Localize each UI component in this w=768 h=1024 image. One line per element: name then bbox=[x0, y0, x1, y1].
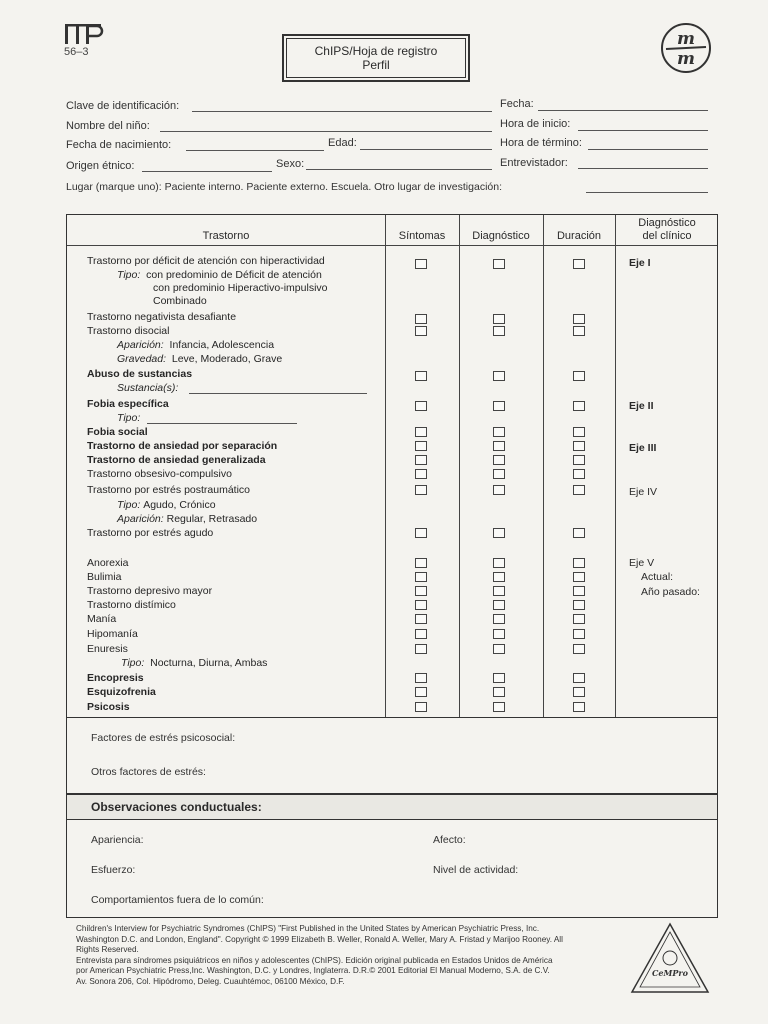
checkbox-duracion[interactable] bbox=[573, 371, 585, 381]
checkbox-diagnostico[interactable] bbox=[493, 469, 505, 479]
checkbox-duracion[interactable] bbox=[573, 259, 585, 269]
eje-2: Eje II bbox=[629, 400, 654, 412]
entrevistador-field[interactable] bbox=[578, 168, 708, 169]
checkbox-duracion[interactable] bbox=[573, 314, 585, 324]
th-clinico: Diagnóstico del clínico bbox=[638, 217, 696, 242]
row-disocial-gravedad: Gravedad: Leve, Moderado, Grave bbox=[117, 353, 283, 365]
row-bulimia: Bulimia bbox=[87, 571, 122, 583]
checkbox-diagnostico[interactable] bbox=[493, 485, 505, 495]
row-tdah-tipo: Tipo: con predominio de Déficit de atención bbox=[117, 269, 322, 281]
th-diagnostico: Diagnóstico bbox=[472, 230, 530, 242]
checkbox-duracion[interactable] bbox=[573, 629, 585, 639]
cempro-seal bbox=[628, 920, 712, 996]
checkbox-diagnostico[interactable] bbox=[493, 600, 505, 610]
eje-5-actual: Actual: bbox=[641, 571, 674, 583]
sustancia-field[interactable] bbox=[189, 393, 367, 394]
row-estres-agudo: Trastorno por estrés agudo bbox=[87, 527, 214, 539]
th-sintomas: Síntomas bbox=[398, 230, 446, 242]
th-trastorno: Trastorno bbox=[202, 230, 250, 242]
svg-text:m: m bbox=[677, 29, 695, 49]
checkbox-sintomas[interactable] bbox=[415, 572, 427, 582]
row-tdah-tipo3: Combinado bbox=[153, 295, 207, 307]
eje-4: Eje IV bbox=[629, 486, 658, 498]
checkbox-diagnostico[interactable] bbox=[493, 427, 505, 437]
row-tept-tipo: Tipo: Agudo, Crónico bbox=[117, 499, 216, 511]
nombre-field[interactable] bbox=[160, 131, 492, 132]
checkbox-sintomas[interactable] bbox=[415, 687, 427, 697]
checkbox-diagnostico[interactable] bbox=[493, 702, 505, 712]
checkbox-diagnostico[interactable] bbox=[493, 687, 505, 697]
apariencia-label: Apariencia: bbox=[91, 834, 144, 846]
checkbox-duracion[interactable] bbox=[573, 455, 585, 465]
copyright-footer: Children's Interview for Psychiatric Syndromes (ChIPS) "First Published in the United States by American Psychiatric Press, Inc. Washington D.C. and London, England". Copyright © 1999 Elizabeth B. Weller, Ronald A. Weller, Mary A. Fristad y Marijoo Rooney. All Rights Reserved. Entrevista para síndromes psiquiátricos en niños y adolescentes (ChIPS). Edición original publicada en Estados Unidos de América por American Psychiatric Press,Inc. Washington, D.C. y Londres, Inglaterra. D.R.© 2001 Editorial El Manual Moderno, S.A. de C.V. Av. Sonora 206, Col. Hipódromo, Deleg. Cuauhtémoc, 06100 México, D.F. bbox=[76, 924, 563, 986]
eje-5: Eje V bbox=[629, 557, 655, 569]
observaciones-section bbox=[66, 820, 718, 918]
checkbox-diagnostico[interactable] bbox=[493, 326, 505, 336]
checkbox-diagnostico[interactable] bbox=[493, 441, 505, 451]
checkbox-duracion[interactable] bbox=[573, 427, 585, 437]
checkbox-diagnostico[interactable] bbox=[493, 259, 505, 269]
row-disocial-aparicion: Aparición: Infancia, Adolescencia bbox=[117, 339, 275, 351]
checkbox-sintomas[interactable] bbox=[415, 401, 427, 411]
checkbox-diagnostico[interactable] bbox=[493, 629, 505, 639]
checkbox-diagnostico[interactable] bbox=[493, 528, 505, 538]
otros-estres-label: Otros factores de estrés: bbox=[91, 766, 206, 778]
lugar-field[interactable] bbox=[586, 192, 708, 193]
checkbox-sintomas[interactable] bbox=[415, 702, 427, 712]
checkbox-sintomas[interactable] bbox=[415, 614, 427, 624]
esfuerzo-label: Esfuerzo: bbox=[91, 864, 136, 876]
nombre-label: Nombre del niño: bbox=[66, 120, 150, 132]
estres-psicosocial-label: Factores de estrés psicosocial: bbox=[91, 732, 236, 744]
row-ansiedad-separacion: Trastorno de ansiedad por separación bbox=[87, 440, 278, 452]
origen-label: Origen étnico: bbox=[66, 160, 135, 172]
hora-termino-label: Hora de término: bbox=[500, 137, 582, 149]
form-title-box bbox=[282, 34, 470, 82]
eje-3: Eje III bbox=[629, 442, 657, 454]
checkbox-diagnostico[interactable] bbox=[493, 455, 505, 465]
row-depresivo: Trastorno depresivo mayor bbox=[87, 585, 213, 597]
origen-field[interactable] bbox=[142, 171, 272, 172]
checkbox-diagnostico[interactable] bbox=[493, 558, 505, 568]
sexo-label: Sexo: bbox=[276, 158, 305, 170]
checkbox-duracion[interactable] bbox=[573, 558, 585, 568]
row-tept: Trastorno por estrés postraumático bbox=[87, 484, 251, 496]
row-anorexia: Anorexia bbox=[87, 557, 129, 569]
checkbox-duracion[interactable] bbox=[573, 401, 585, 411]
row-esquizofrenia: Esquizofrenia bbox=[87, 686, 156, 698]
eje-1: Eje I bbox=[629, 257, 651, 269]
row-enuresis: Enuresis bbox=[87, 643, 128, 655]
row-tept-aparicion: Aparición: Regular, Retrasado bbox=[117, 513, 258, 525]
checkbox-duracion[interactable] bbox=[573, 441, 585, 451]
checkbox-sintomas[interactable] bbox=[415, 326, 427, 336]
cempro-triangle-icon bbox=[628, 920, 712, 996]
row-fobia-tipo: Tipo: bbox=[117, 412, 141, 424]
comportamientos-label: Comportamientos fuera de lo común: bbox=[91, 894, 264, 906]
sexo-field[interactable] bbox=[306, 169, 492, 170]
entrevistador-label: Entrevistador: bbox=[500, 157, 568, 169]
checkbox-duracion[interactable] bbox=[573, 586, 585, 596]
checkbox-sintomas[interactable] bbox=[415, 371, 427, 381]
fobia-tipo-field[interactable] bbox=[147, 423, 297, 424]
eje-5-ano-pasado: Año pasado: bbox=[641, 586, 700, 598]
row-ansiedad-generalizada: Trastorno de ansiedad generalizada bbox=[87, 454, 266, 466]
checkbox-duracion[interactable] bbox=[573, 644, 585, 654]
checkbox-duracion[interactable] bbox=[573, 614, 585, 624]
lugar-label: Lugar (marque uno): Paciente interno. Paciente externo. Escuela. Otro lugar de investigación: bbox=[66, 181, 503, 193]
checkbox-sintomas[interactable] bbox=[415, 629, 427, 639]
checkbox-sintomas[interactable] bbox=[415, 314, 427, 324]
row-hipomania: Hipomanía bbox=[87, 628, 138, 640]
checkbox-duracion[interactable] bbox=[573, 326, 585, 336]
checkbox-diagnostico[interactable] bbox=[493, 586, 505, 596]
checkbox-diagnostico[interactable] bbox=[493, 314, 505, 324]
form-code: 56–3 bbox=[64, 46, 89, 58]
manual-moderno-logo-icon bbox=[660, 22, 712, 74]
hora-inicio-label: Hora de inicio: bbox=[500, 118, 571, 130]
svg-text:m: m bbox=[677, 49, 695, 69]
checkbox-duracion[interactable] bbox=[573, 687, 585, 697]
row-sustancia: Sustancia(s): bbox=[117, 382, 179, 394]
form-subtitle: Perfil bbox=[362, 58, 390, 72]
nivel-actividad-label: Nivel de actividad: bbox=[433, 864, 519, 876]
checkbox-sintomas[interactable] bbox=[415, 673, 427, 683]
th-duracion: Duración bbox=[556, 230, 602, 242]
row-psicosis: Psicosis bbox=[87, 701, 130, 713]
fecha-field[interactable] bbox=[538, 110, 708, 111]
clave-label: Clave de identificación: bbox=[66, 100, 180, 112]
edad-label: Edad: bbox=[328, 137, 357, 149]
form-title: ChIPS/Hoja de registro bbox=[314, 44, 438, 58]
checkbox-sintomas[interactable] bbox=[415, 455, 427, 465]
checkbox-duracion[interactable] bbox=[573, 528, 585, 538]
checkbox-sintomas[interactable] bbox=[415, 259, 427, 269]
clave-field[interactable] bbox=[192, 111, 492, 112]
edad-field[interactable] bbox=[360, 149, 492, 150]
checkbox-sintomas[interactable] bbox=[415, 586, 427, 596]
checkbox-duracion[interactable] bbox=[573, 572, 585, 582]
checkbox-sintomas[interactable] bbox=[415, 427, 427, 437]
checkbox-sintomas[interactable] bbox=[415, 441, 427, 451]
checkbox-diagnostico[interactable] bbox=[493, 644, 505, 654]
checkbox-duracion[interactable] bbox=[573, 469, 585, 479]
afecto-label: Afecto: bbox=[433, 834, 466, 846]
checkbox-diagnostico[interactable] bbox=[493, 673, 505, 683]
row-fobia-social: Fobia social bbox=[87, 426, 148, 438]
observaciones-title: Observaciones conductuales: bbox=[91, 800, 262, 814]
fecha-label: Fecha: bbox=[500, 98, 534, 110]
checkbox-duracion[interactable] bbox=[573, 600, 585, 610]
row-fobia-especifica: Fobia específica bbox=[87, 398, 169, 410]
checkbox-duracion[interactable] bbox=[573, 485, 585, 495]
checkbox-sintomas[interactable] bbox=[415, 528, 427, 538]
checkbox-sintomas[interactable] bbox=[415, 644, 427, 654]
checkbox-sintomas[interactable] bbox=[415, 600, 427, 610]
row-enuresis-tipo: Tipo: Nocturna, Diurna, Ambas bbox=[121, 657, 268, 669]
checkbox-diagnostico[interactable] bbox=[493, 614, 505, 624]
row-negativista: Trastorno negativista desafiante bbox=[87, 311, 237, 323]
row-tdah-tipo2: con predominio Hiperactivo-impulsivo bbox=[153, 282, 328, 294]
checkbox-sintomas[interactable] bbox=[415, 558, 427, 568]
row-toc: Trastorno obsesivo-compulsivo bbox=[87, 468, 232, 480]
row-distimico: Trastorno distímico bbox=[87, 599, 176, 611]
checkbox-sintomas[interactable] bbox=[415, 469, 427, 479]
observaciones-header bbox=[66, 794, 718, 820]
disorders-table bbox=[66, 214, 718, 718]
row-mania: Manía bbox=[87, 613, 117, 625]
fecha-nacimiento-field[interactable] bbox=[186, 150, 324, 151]
checkbox-duracion[interactable] bbox=[573, 702, 585, 712]
publisher-logo-icon bbox=[64, 20, 104, 46]
row-tdah: Trastorno por déficit de atención con hiperactividad bbox=[87, 255, 325, 267]
checkbox-diagnostico[interactable] bbox=[493, 572, 505, 582]
checkbox-sintomas[interactable] bbox=[415, 485, 427, 495]
row-disocial: Trastorno disocial bbox=[87, 325, 170, 337]
row-encopresis: Encopresis bbox=[87, 672, 144, 684]
checkbox-diagnostico[interactable] bbox=[493, 401, 505, 411]
checkbox-diagnostico[interactable] bbox=[493, 371, 505, 381]
stress-section bbox=[66, 718, 718, 794]
cempro-text: CeMPro bbox=[652, 968, 688, 978]
row-abuso: Abuso de sustancias bbox=[87, 368, 193, 380]
checkbox-duracion[interactable] bbox=[573, 673, 585, 683]
hora-inicio-field[interactable] bbox=[578, 130, 708, 131]
fecha-nacimiento-label: Fecha de nacimiento: bbox=[66, 139, 172, 151]
hora-termino-field[interactable] bbox=[588, 149, 708, 150]
